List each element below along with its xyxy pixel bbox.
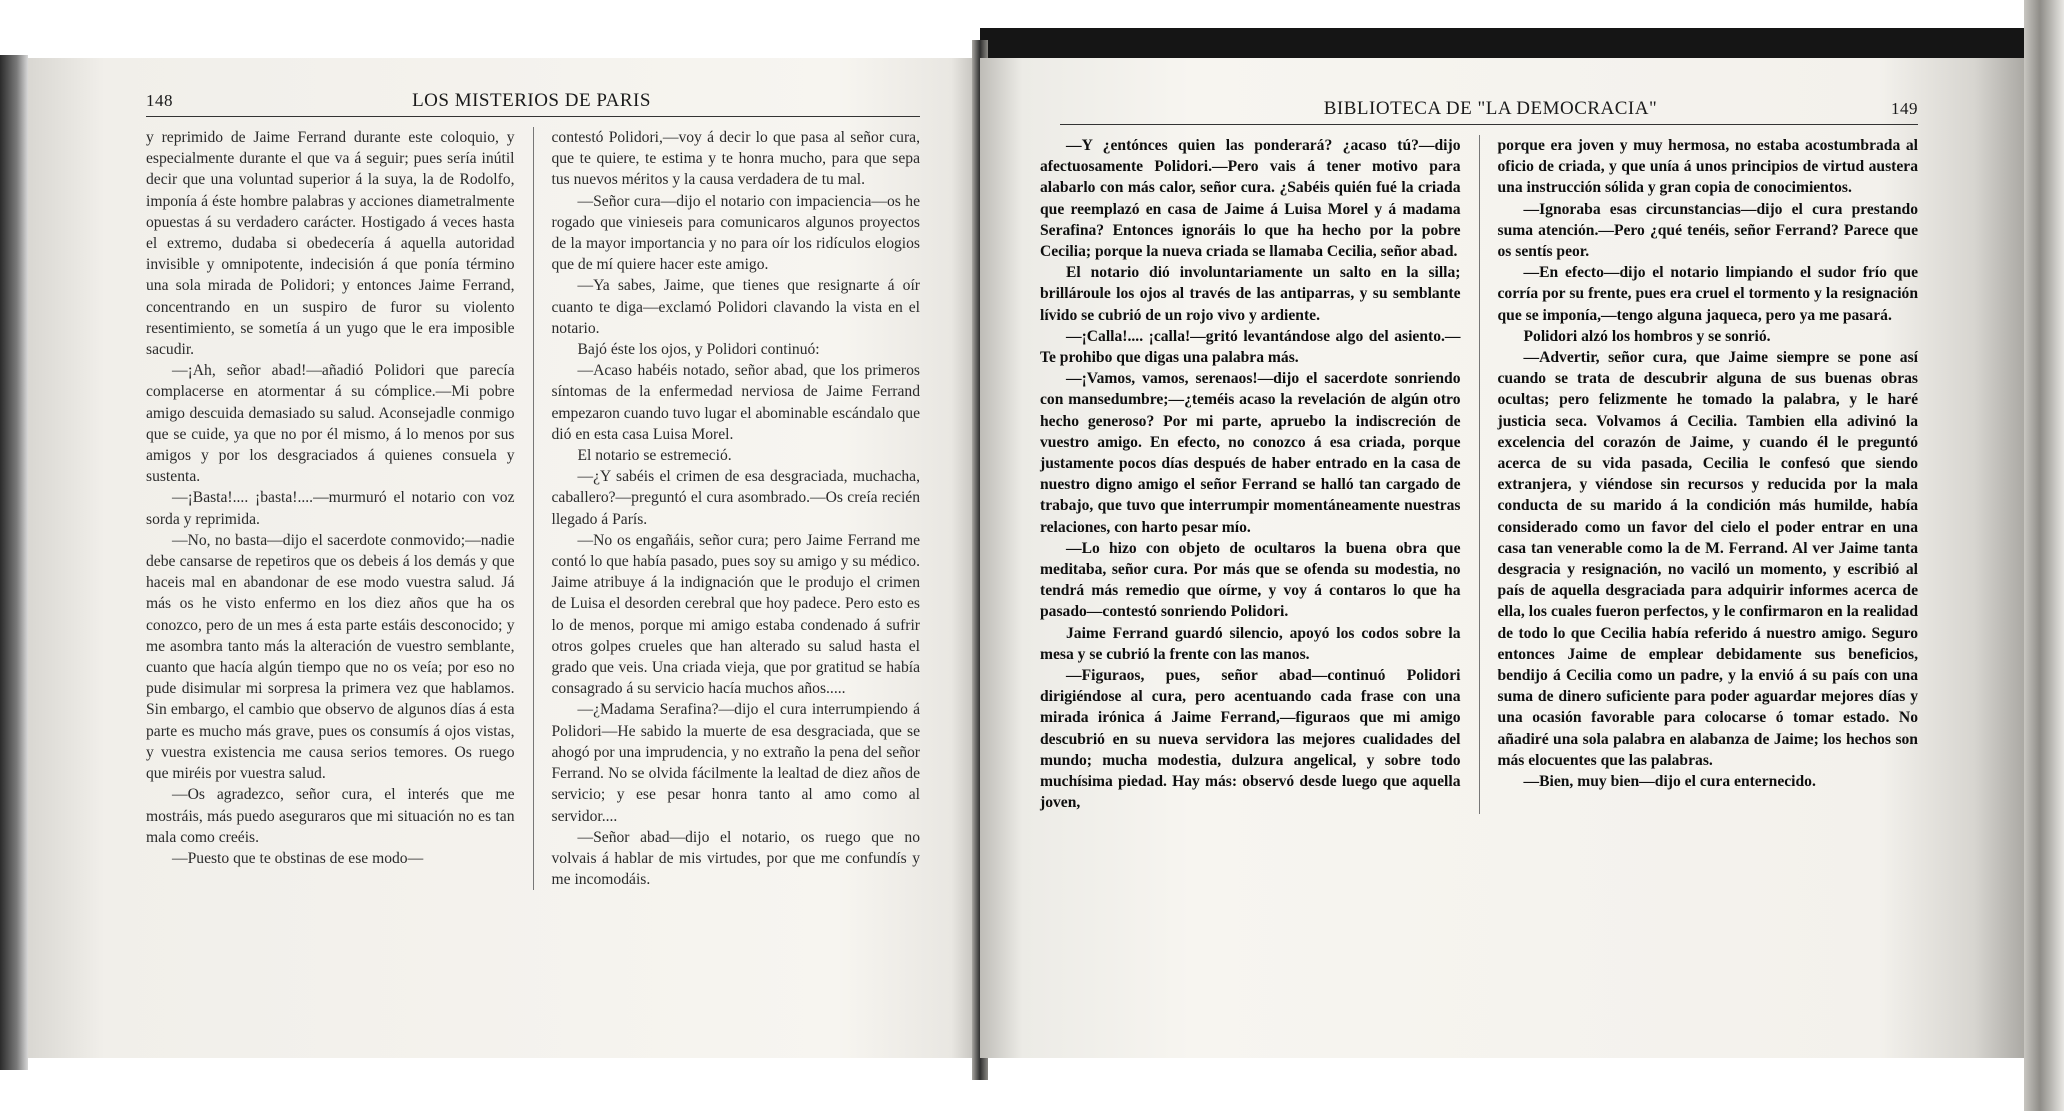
paragraph: —¿Y sabéis el crimen de esa desgraciada, muchacha, caballero?—preguntó el cura asombrado.—Os creía recién llegado á París. [551,468,920,528]
paragraph: —Lo hizo con objeto de ocultaros la buena obra que meditaba, señor cura. Por más que se ofenda su modestia, no tendrá más remedio que oírme, y voy á contaros lo que ha pasado—contestó sonriendo Polidori. [1040,539,1461,621]
paragraph: —Os agradezco, señor cura, el interés que me mostráis, más puedo aseguraros que mi situación no es tan mala como creéis. [146,786,515,846]
paragraph: y reprimido de Jaime Ferrand durante este coloquio, y especialmente durante el que va á seguir; pues sería inútil decir que una voluntad superior á la suya, la de Rodolfo, imponía á éste hombre palabras y acciones diametralmente opuestas á su verdadero carácter. Hostigado á veces hasta el extremo, dudaba si obedecería á aquella autoridad invisible y omnipotente, indecisión á que ponía término una sola mirada de Polidori; y entonces Jaime Ferrand, concentrando en un suspiro de furor su violento resentimiento, se sometía á un yugo que le era imposible sacudir. [146,129,515,359]
paragraph: Bajó éste los ojos, y Polidori continuó: [577,341,820,359]
paragraph: —Acaso habéis notado, señor abad, que los primeros síntomas de la enfermedad nerviosa de Jaime Ferrand empezaron cuando tuvo lugar el abominable escándalo que dió en esta casa Luisa Morel. [551,362,920,443]
paragraph: —No os engañáis, señor cura; pero Jaime Ferrand me contó lo que había pasado, pues soy su amigo y su médico. Jaime atribuye á la indignación que le produjo el crimen de Luisa el desorden cerebral que hoy padece. Pero esto es lo de menos, porque mi amigo estaba condenado á sufrir otros golpes crueles que han alterado su salud hasta el grado que veis. Una criada vieja, que por gratitud se había consagrado á su servicio hacía muchos años..... [551,531,920,698]
paragraph: —¡Vamos, vamos, serenaos!—dijo el sacerdote sonriendo con mansedumbre;—¿teméis acaso la revelación de algún otro hecho generoso? Por mi parte, apruebo la indiscreción de vuestro amigo. En efecto, no conozco á esa criada, porque justamente pocos días después de haber entrado en la casa de nuestro digno amigo el señor Ferrand se halló tan cargado de trabajo, que tuvo que interrumpir momentáneamente nuestras relaciones, con harto pesar mío. [1040,370,1461,536]
scan-right-edge [2024,0,2064,1111]
paragraph: —Bien, muy bien—dijo el cura enternecido. [1523,773,1816,791]
paragraph: —¡Calla!.... ¡calla!—gritó levantándose algo del asiento.—Te prohibo que digas una palabra más. [1040,327,1461,367]
paragraph: Polidori alzó los hombros y se sonrió. [1523,327,1771,345]
paragraph: —Y ¿entónces quien las ponderará? ¿acaso tú?—dijo afectuosamente Polidori.—Pero vais á tener motivo para alabarlo con más calor, señor cura. ¿Sabéis quién fué la criada que reemplazó en casa de Jaime á Luisa Morel y á madama Serafina? Entonces ignoráis lo que ha hecho por la pobre Cecilia; porque la nueva criada se llamaba Cecilia, señor abad. [1040,137,1461,261]
column-rule [533,127,534,890]
right-page [980,58,2038,1058]
paragraph: —Señor cura—dijo el notario con impaciencia—os he rogado que vinieseis para comunicaros algunos proyectos de la mayor importancia y no para oír los ridículos elogios que de mí quiere hacer este amigo. [551,192,920,274]
paragraph: —Advertir, señor cura, que Jaime siempre se pone así cuando se trata de descubrir alguna de sus buenas obras ocultas; pero felizmente he tomado la palabra, y le haré justicia seca. Volvamos á Cecilia. Tambien ella adivinó la excelencia del corazón de Jaime, y cuando él le preguntó acerca de su vida pasada, Cecilia le confesó que siendo extranjera, y viéndose sin recursos y reducida por la mala conducta de su marido á la condición más humilde, había considerado como un favor del cielo el poder entrar en una casa tan venerable como la de M. Ferrand. Al ver Jaime tanta desgracia y resignación, no vaciló un momento, y escribió al país de aquella desgraciada para adquirir informes acerca de ella, los cuales fueron perfectos, y le confirmaron en la realidad de todo lo que Cecilia había referido á nuestro amigo. Seguro entonces Jaime de emplear debidamente sus beneficios, bendijo á Cecilia como un padre, y la envió á su país con una suma de dinero suficiente para poder aguardar mejores días y una ocasión favorable para colocarse ó tomar estado. No añadiré una sola palabra en alabanza de Jaime; los hechos son más elocuentes que las palabras. [1497,349,1918,769]
left-columns [146,127,920,890]
paragraph: —No, no basta—dijo el sacerdote conmovido;—nadie debe cansarse de repetiros que os debeis á los demás y que haceis mal en abandonar de ese modo vuestra salud. Já más os he visto enfermo en los diez años que ha os conozco, pero de un mes á esta parte estáis desconocido; y me asombra tanto más la alteración de vuestro semblante, cuanto que hacía algún tiempo que no os veía; por eso no pude disimular mi sorpresa la primera vez que hablamos. Sin embargo, el cambio que observo de algunos días á esta parte es mucho más grave, pues os consumís á ojos vistas, y vuestra existencia me causa serios temores. Os ruego que miréis por vuestra salud. [146,531,515,783]
right-column-1 [1040,135,1461,814]
column-rule [1479,135,1480,814]
left-running-head [146,90,920,117]
right-running-head [1060,98,1918,125]
paragraph: —En efecto—dijo el notario limpiando el sudor frío que corría por su frente, pues era cruel el tormento y la resignación que se imponía,—tengo alguna jaqueca, pero ya me pasará. [1497,264,1918,324]
paragraph: —Figuraos, pues, señor abad—continuó Polidori dirigiéndose al cura, pero acentuando cada frase con una mirada irónica á Jaime Ferrand,—figuraos que mi amigo descubrió en su nueva servidora las mejores cualidades del mundo; mucha modestia, dulzura angelical, y sobre todo muchísima piedad. Hay más: observó desde luego que aquella joven, [1040,667,1461,812]
paragraph: El notario dió involuntariamente un salto en la silla; brillároule los ojos al través de las antiparras, y su semblante lívido se cubrió de un rojo vivo y ardiente. [1040,264,1461,324]
right-column-2 [1498,135,1919,814]
paragraph: —Ya sabes, Jaime, que tienes que resignarte á oír cuanto te diga—exclamó Polidori clavando la vista en el notario. [551,277,920,337]
paragraph: —Puesto que te obstinas de ese modo— [172,849,424,867]
left-page-number: 148 [146,91,173,110]
paragraph: contestó Polidori,—voy á decir lo que pasa al señor cura, que te quiere, te estima y te honra mucho, para que sepa tus nuevos méritos y la causa verdadera de tu mal. [551,129,920,189]
left-page [28,58,980,1058]
left-column-2 [552,127,921,890]
paragraph: —¡Ah, señor abad!—añadió Polidori que parecía complacerse en atormentar á su cómplice.—Mi pobre amigo descuida demasiado su salud. Aconsejadle conmigo que se cuide, ya que no por él mismo, á lo menos por sus amigos y por los desgraciados á quienes consuela y sustenta. [146,362,515,486]
paragraph: —Señor abad—dijo el notario, os ruego que no volvais á hablar de mis virtudes, por que me confundís y me incomodáis. [551,828,920,889]
right-page-number: 149 [1890,99,1918,118]
paragraph: El notario se estremeció. [577,447,732,465]
right-columns [1040,135,1918,814]
paragraph: —¡Basta!.... ¡basta!....—murmuró el notario con voz sorda y reprimida. [146,489,515,528]
paragraph: porque era joven y muy hermosa, no estaba acostumbrada al oficio de criada, y que unía á unos principios de virtud austera una instrucción sólida y gran copia de conocimientos. [1497,137,1918,197]
left-header-title: LOS MISTERIOS DE PARIS [412,90,651,111]
scan-top-border [980,28,2040,60]
right-header-title: BIBLIOTECA DE "LA DEMOCRACIA" [1323,98,1658,119]
paragraph: —¿Madama Serafina?—dijo el cura interrumpiendo á Polidori—He sabido la muerte de esa desgraciada, que se ahogó por una imprudencia, y no extraño la pena del señor Ferrand. No se olvida fácilmente la lealtad de diez años de servicio; y ese pesar honra tanto al amo como al servidor.... [551,701,920,825]
paragraph: Jaime Ferrand guardó silencio, apoyó los codos sobre la mesa y se cubrió la frente con las manos. [1040,624,1461,663]
scan-shadow-left [0,55,28,1070]
paragraph: —Ignoraba esas circunstancias—dijo el cura prestando suma atención.—Pero ¿qué tenéis, señor Ferrand? Parece que os sentís peor. [1497,200,1918,261]
left-column-1 [146,127,515,890]
